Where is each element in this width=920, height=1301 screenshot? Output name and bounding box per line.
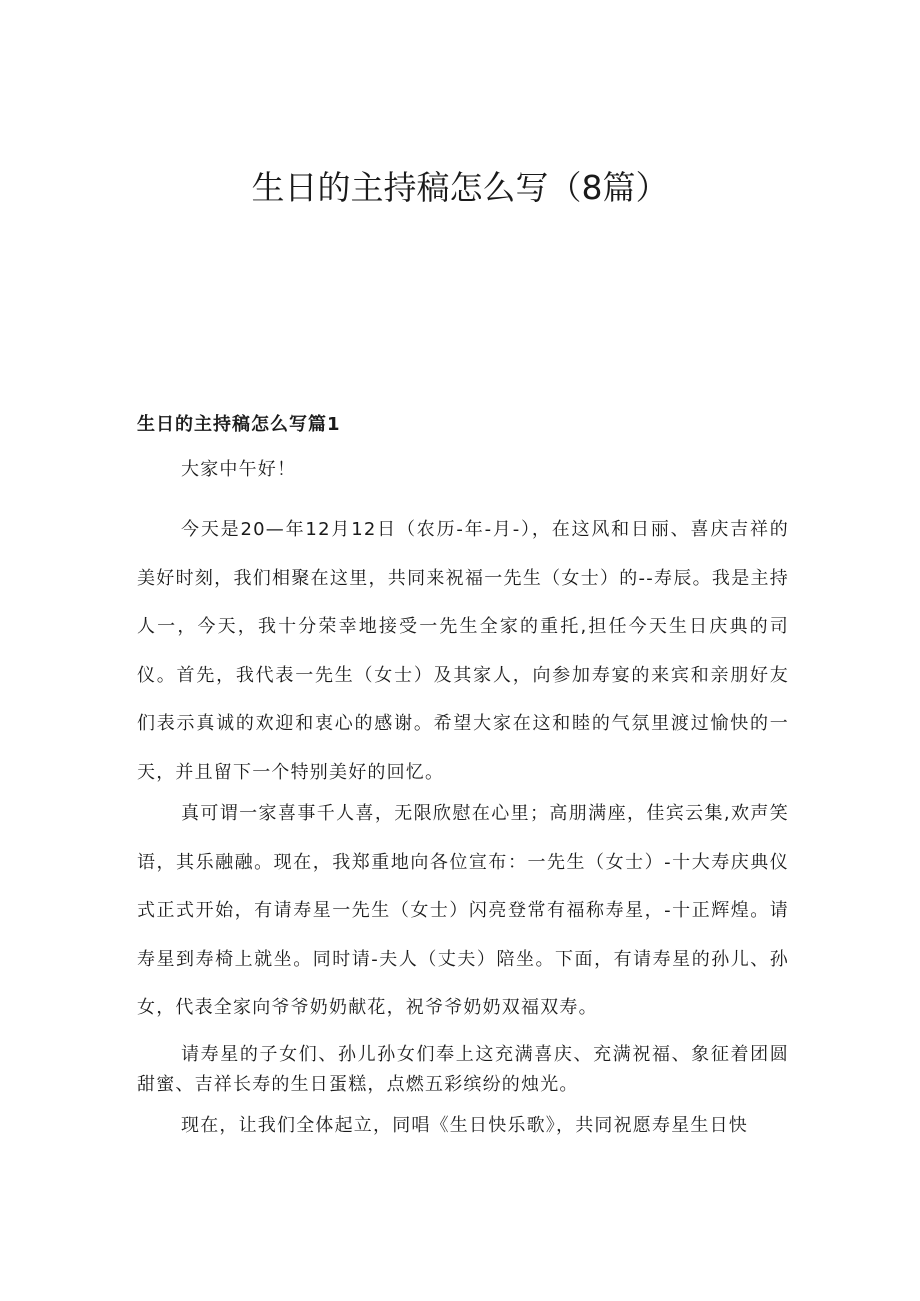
document-title: 生日的主持稿怎么写（8篇） [251, 168, 669, 207]
body-paragraph-1: 今天是20—年12月12日（农历-年-月-），在这风和日丽、喜庆吉祥的美好时刻，我们相聚在这里，共同来祝福一先生（女士）的--寿辰。我是主持人一，今天，我十分荣幸地接受一先生全家的重托,担任今天生日庆典的司仪。首先，我代表一先生（女士）及其家人，向参加寿宴的来宾和亲朋好友们表示真诚的欢迎和衷心的感谢。希望大家在这和睦的气氛里渡过愉快的一天，并且留下一个特别美好的回忆。 [137, 519, 789, 783]
section-heading: 生日的主持稿怎么写篇1 [137, 414, 341, 435]
body-paragraph-2: 真可谓一家喜事千人喜，无限欣慰在心里；高朋满座，佳宾云集,欢声笑语，其乐融融。现在，我郑重地向各位宣布：一先生（女士）-十大寿庆典仪式正式开始，有请寿星一先生（女士）闪亮登常有福称寿星，-十正辉煌。请寿星到寿椅上就坐。同时请-夫人（丈夫）陪坐。下面，有请寿星的孙儿、孙女，代表全家向爷爷奶奶献花，祝爷爷奶奶双福双寿。 [137, 803, 789, 1019]
greeting-paragraph: 大家中午好！ [181, 459, 297, 480]
body-paragraph-4: 现在，让我们全体起立，同唱《生日快乐歌》，共同祝愿寿星生日快 [181, 1115, 748, 1136]
body-paragraph-3: 请寿星的子女们、孙儿孙女们奉上这充满喜庆、充满祝福、象征着团圆甜蜜、吉祥长寿的生日蛋糕，点燃五彩缤纷的烛光。 [137, 1044, 789, 1095]
